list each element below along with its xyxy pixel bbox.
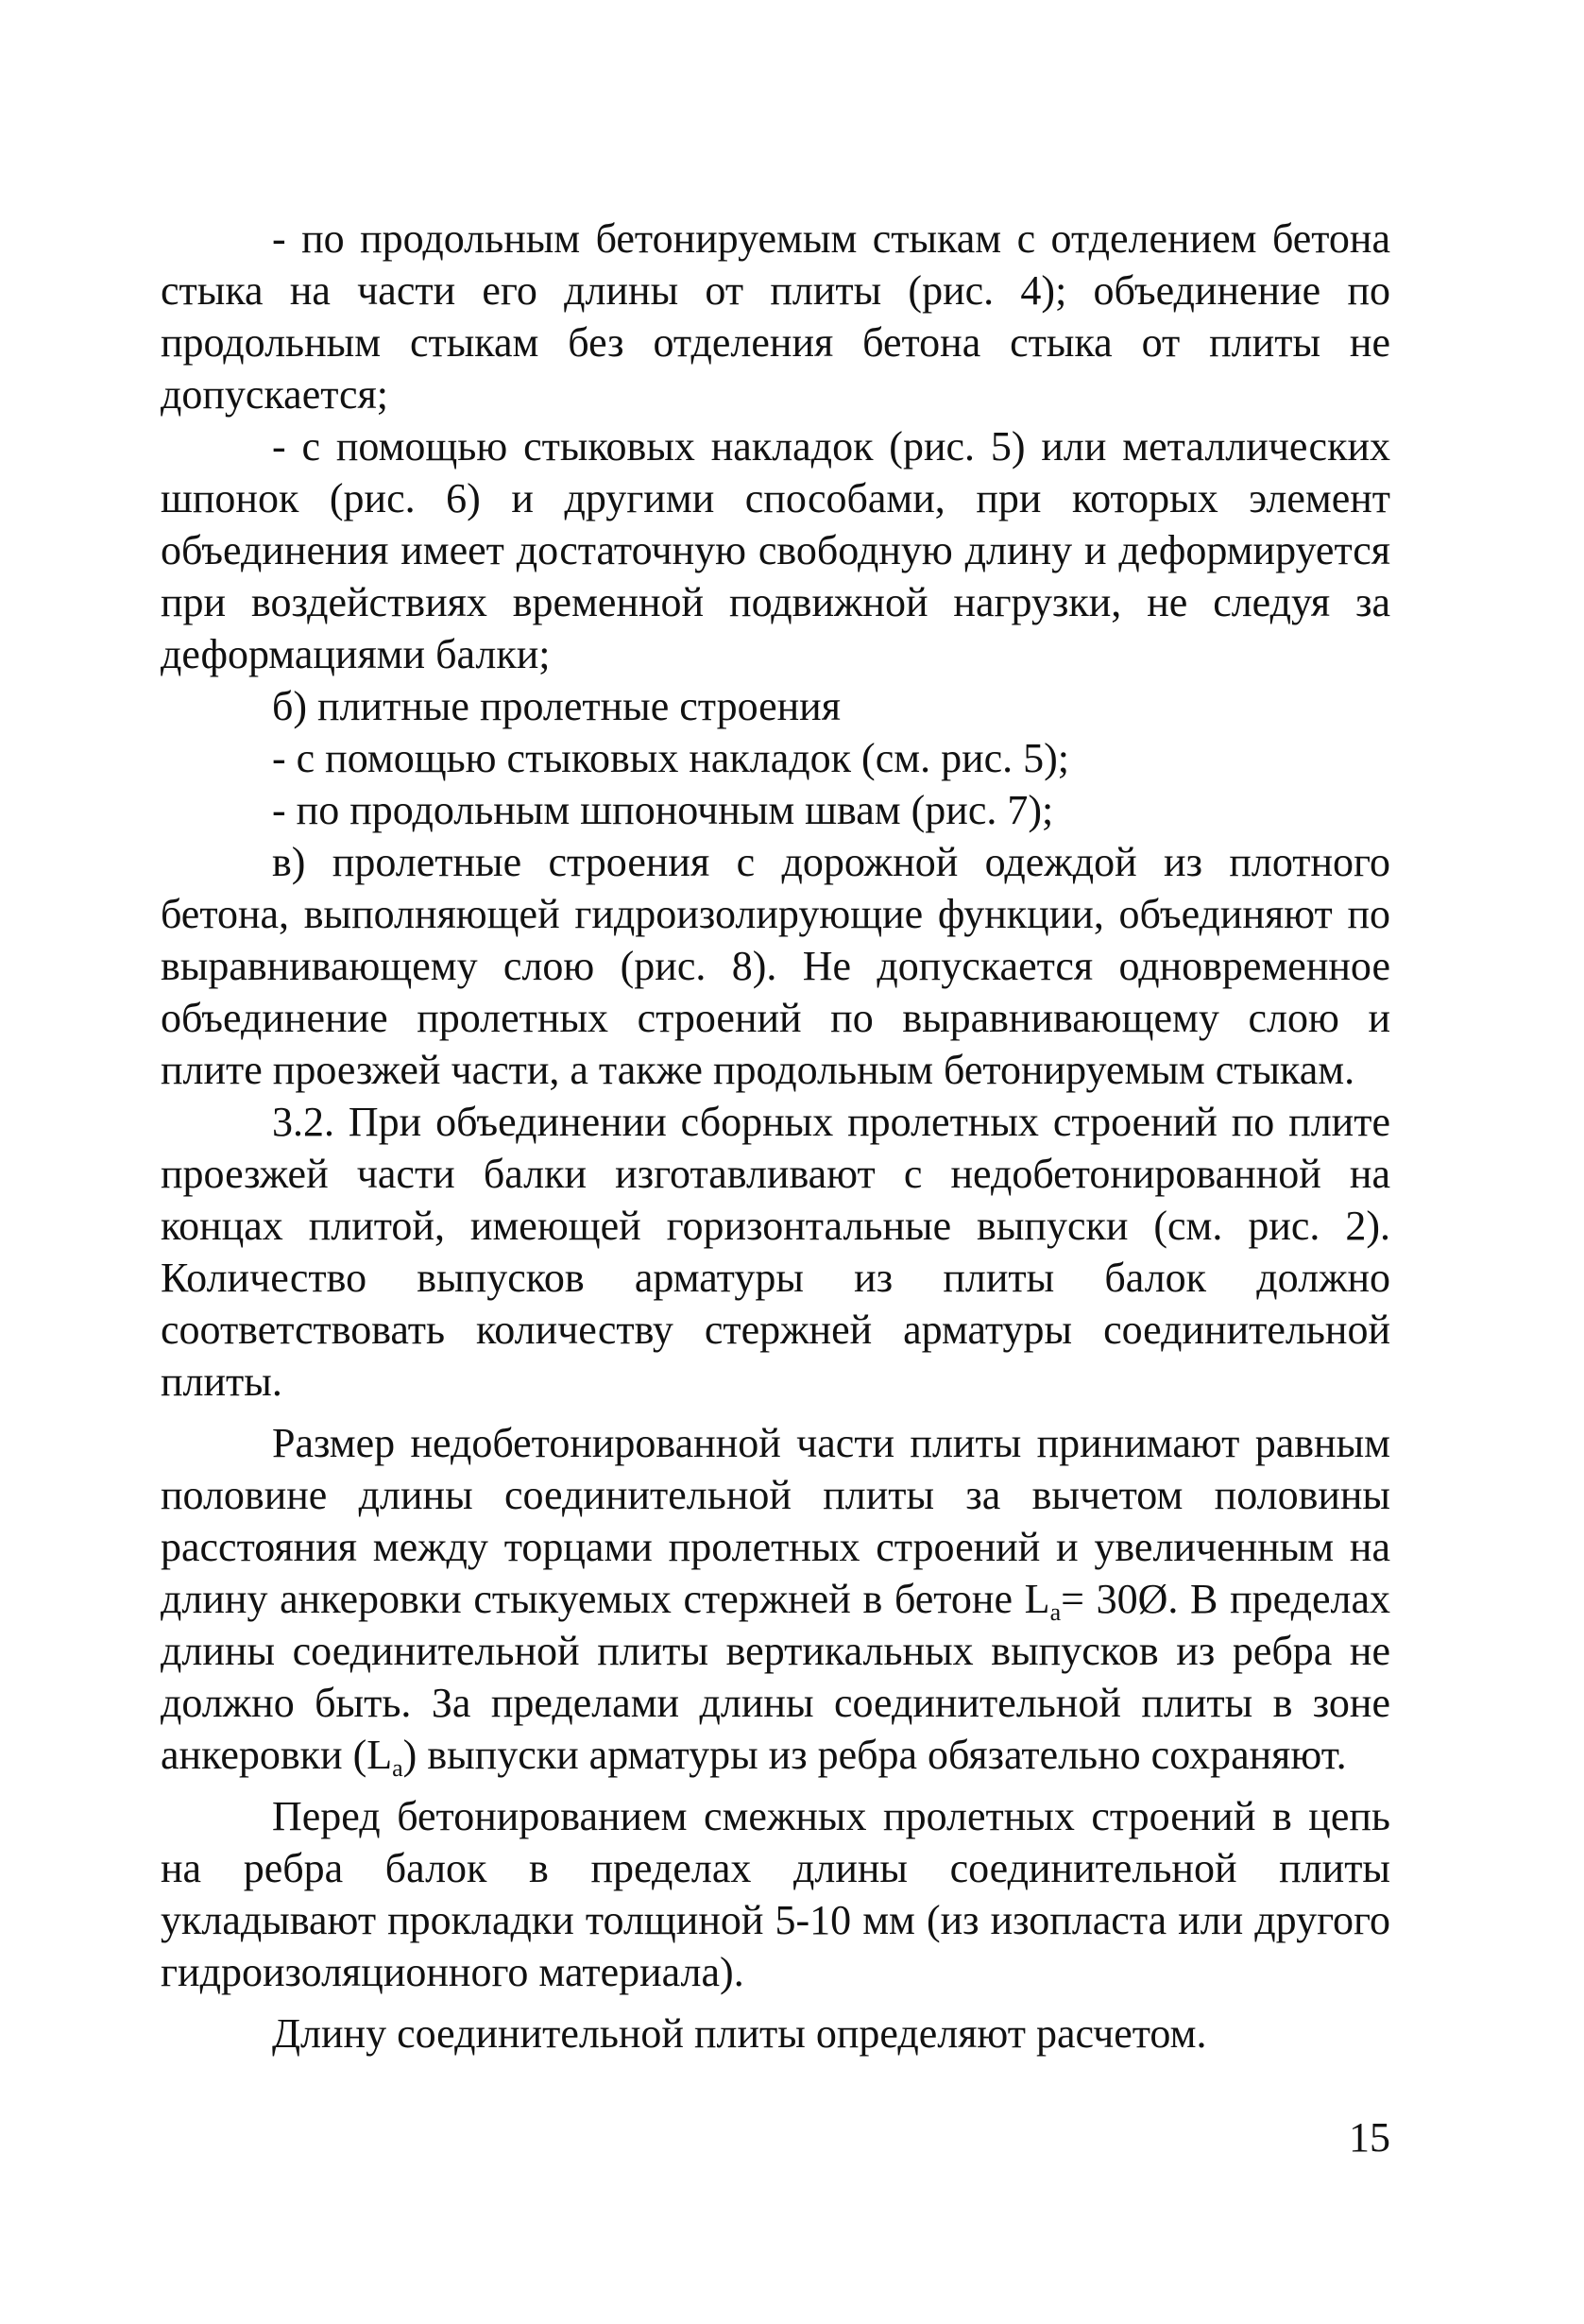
paragraph-dense-concrete: в) пролетные строения с дорожной одеждой из плотного бетона, выполняющей гидроизолирующие функции, объединяют по выравнивающему слою (рис. 8). Не допускается одновременное объединение пролетных строений по выравнивающему слою и плите проезжей части, а также продольным бетонируемым стыкам. — [161, 839, 1390, 1093]
page-number: 15 — [1349, 2114, 1390, 2161]
paragraph-splice-plates-ref: - с помощью стыковых накладок (см. рис. 5); — [272, 735, 1070, 781]
subscript-a: a — [392, 1754, 403, 1782]
paragraph-keyed-joints: - по продольным шпоночным швам (рис. 7); — [272, 787, 1054, 833]
text-segment: Размер недобетонированной части плиты принимают равным половине длины соединительной плиты за вычетом половины расстояния между торцами пролетных строений и увеличенным на длину анкеровки стыкуемых стержней в бетоне L — [161, 1420, 1390, 1622]
paragraph-slab-spans: б) плитные пролетные строения — [272, 683, 841, 729]
document-page — [161, 213, 1390, 2059]
paragraph-plate-length: Длину соединительной плиты определяют расчетом. — [272, 2010, 1207, 2057]
subscript-a: a — [1049, 1598, 1062, 1626]
text-segment: ) выпуски арматуры из ребра обязательно сохраняют. — [402, 1732, 1347, 1778]
paragraph-unconcreted-size — [161, 1417, 1390, 1781]
paragraph-splice-plates: - с помощью стыковых накладок (рис. 5) или металлических шпонок (рис. 6) и другими способами, при которых элемент объединения имеет достаточную свободную длину и деформируется при воздействиях временной подвижной нагрузки, не следуя за деформациями балки; — [161, 423, 1390, 677]
paragraph-longitudinal-joints: - по продольным бетонируемым стыкам с отделением бетона стыка на части его длины от плиты (рис. 4); объединение по продольным стыкам без отделения бетона стыка от плиты не допускается; — [161, 215, 1390, 418]
text-segment: = 30Ø. В пределах длины соединительной плиты вертикальных выпусков из ребра не должно быть. За пределами длины соединительной плиты в зоне анкеровки (L — [161, 1576, 1390, 1778]
paragraph-section-3-2: 3.2. При объединении сборных пролетных строений по плите проезжей части балки изготавливают с недобетонированной на концах плитой, имеющей горизонтальные выпуски (см. рис. 2). Количество выпусков арматуры из плиты балок должно соответствовать количеству стержней арматуры соединительной плиты. — [161, 1099, 1390, 1405]
paragraph-before-concreting: Перед бетонированием смежных пролетных строений в цепь на ребра балок в пределах длины соединительной плиты укладывают прокладки толщиной 5-10 мм (из изопласта или другого гидроизоляционного материала). — [161, 1793, 1390, 1995]
